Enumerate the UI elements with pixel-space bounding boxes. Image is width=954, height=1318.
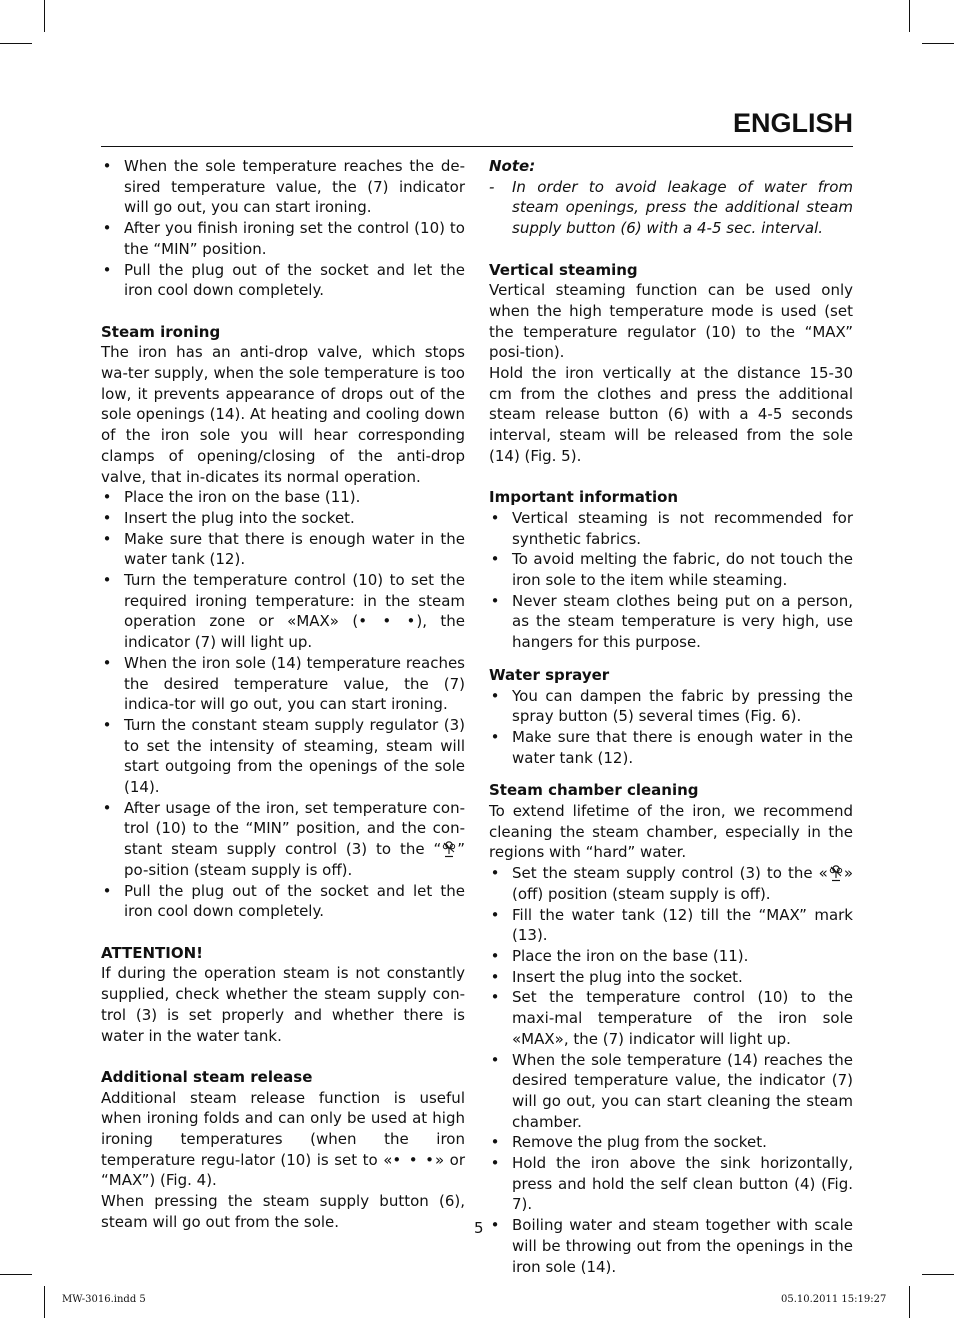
attention-paragraph: If during the operation steam is not constantly supplied, check whether the steam supply con-trol (3) is set properly and whether there is water in the water tank.	[101, 964, 465, 1045]
crop-mark	[909, 0, 910, 32]
list-item: • Hold the iron above the sink horizontally, press and hold the self clean button (4) (Fig. 7).	[490, 1154, 853, 1214]
footer-file-info: MW-3016.indd 5	[62, 1294, 146, 1305]
section-heading-steam-chamber-cleaning: Steam chamber cleaning	[489, 781, 699, 800]
steam-off-icon	[441, 840, 457, 858]
crop-mark	[44, 0, 45, 32]
section-heading-attention: ATTENTION!	[101, 943, 204, 962]
list-item: • After usage of the iron, set temperature con-trol (10) to the “MIN” position, and the con-stant steam supply control (3) to the “ ” po-sition (steam supply is off).	[102, 798, 465, 879]
bullet-icon: •	[490, 967, 500, 986]
list-item: • When the sole temperature (14) reaches the desired temperature value, the indicator (7) will go out, you can start cleaning the steam chamber.	[490, 1050, 853, 1131]
intro-bullet-list	[101, 156, 465, 301]
list-item: • Boiling water and steam together with scale will be throwing out from the openings in the iron sole (14).	[490, 1216, 853, 1276]
bullet-icon: •	[102, 571, 112, 590]
bullet-icon: •	[102, 157, 112, 175]
bullet-icon: •	[102, 508, 112, 527]
list-item: • You can dampen the fabric by pressing the spray button (5) several times (Fig. 6).	[490, 686, 853, 726]
crop-mark	[909, 1286, 910, 1318]
list-item: • Set the steam supply control (3) to the « » (off) position (steam supply is off).	[490, 864, 853, 903]
list-item: • Make sure that there is enough water in the water tank (12).	[490, 727, 853, 767]
section-heading-steam-ironing: Steam ironing	[101, 322, 221, 341]
left-column	[101, 156, 465, 1233]
cleaning-bullet-list	[489, 863, 853, 1277]
important-bullet-list	[489, 508, 853, 653]
list-item: • Pull the plug out of the socket and let the iron cool down completely.	[102, 260, 465, 300]
note-item: - In order to avoid leakage of water from steam openings, press the additional steam supply button (6) with a 4-5 sec. interval.	[489, 177, 853, 238]
section-heading-additional-steam: Additional steam release	[101, 1067, 313, 1086]
bullet-icon: •	[490, 1133, 500, 1152]
section-heading-important: Important information	[489, 488, 679, 507]
bullet-icon: •	[490, 988, 500, 1007]
list-item: • After you finish ironing set the control (10) to the “MIN” position.	[102, 219, 465, 258]
list-item: • Set the temperature control (10) to the maxi-mal temperature of the iron sole «MAX», the (7) indicator will light up.	[490, 988, 853, 1048]
list-item: • Turn the temperature control (10) to set the required ironing temperature: in the steam operation zone or «MAX» (• • •), the indicator (7) will light up.	[102, 571, 465, 652]
list-item: • Insert the plug into the socket.	[490, 967, 743, 986]
bullet-icon: •	[102, 653, 112, 672]
steam-zone-dots-icon: • • •	[392, 1150, 435, 1169]
bullet-icon: •	[102, 798, 112, 817]
bullet-icon: •	[102, 219, 112, 238]
bullet-icon: •	[490, 1216, 500, 1235]
list-item: • Insert the plug into the socket.	[102, 508, 355, 527]
steam-ironing-paragraph: The iron has an anti-drop valve, which stops wa-ter supply, when the sole temperature is too low, it prevents appearance of drops out of the sole openings (14). At heating and cooling down of the iron sole you will hear corresponding clamps of opening/closing of the anti-drop valve, that in-dicates its normal operation.	[101, 343, 465, 486]
section-heading-water-sprayer: Water sprayer	[489, 665, 610, 684]
section-heading-vertical-steaming: Vertical steaming	[489, 260, 638, 279]
list-item: • Turn the constant steam supply regulator (3) to set the intensity of steaming, steam will start outgoing from the openings of the sole (14).	[102, 715, 465, 797]
footer-timestamp: 05.10.2011 15:19:27	[781, 1294, 887, 1305]
crop-mark	[0, 1274, 32, 1275]
list-item: • Remove the plug from the socket.	[490, 1133, 767, 1152]
sprayer-bullet-list	[489, 686, 853, 769]
steam-zone-dots-icon: • • •	[358, 612, 417, 631]
note-title: Note:	[489, 157, 536, 175]
bullet-icon: •	[102, 529, 112, 548]
bullet-icon: •	[490, 550, 500, 569]
bullet-icon: •	[490, 864, 500, 883]
bullet-icon: •	[490, 1050, 500, 1069]
bullet-icon: •	[490, 905, 500, 924]
list-item: • When the sole temperature reaches the de-sired temperature value, the (7) indicator will go out, you can start ironing.	[102, 157, 465, 217]
list-item: • Make sure that there is enough water in the water tank (12).	[102, 529, 465, 569]
list-item: • Never steam clothes being put on a person, as the steam temperature is very high, use hangers for this purpose.	[490, 591, 853, 652]
list-item: • Fill the water tank (12) till the “MAX” mark (13).	[490, 905, 853, 945]
crop-mark	[44, 1286, 45, 1318]
list-item: • When the iron sole (14) temperature reaches the desired temperature value, the (7) indica-tor will go out, you can start ironing.	[102, 653, 465, 714]
bullet-icon: •	[490, 727, 500, 746]
cleaning-paragraph: To extend lifetime of the iron, we recommend cleaning the steam chamber, especially in the regions with “hard” water.	[489, 802, 853, 862]
bullet-icon: •	[490, 1154, 500, 1173]
additional-steam-paragraph: Additional steam release function is useful when ironing folds and can only be used at high ironing temperatures (when the iron temperature regu-lator (10) is set to «• • •» or “MAX”) (Fig. 4).	[101, 1088, 466, 1190]
bullet-icon: •	[490, 508, 500, 527]
right-column	[489, 156, 853, 1277]
bullet-icon: •	[102, 260, 112, 279]
list-item: • Vertical steaming is not recommended for synthetic fabrics.	[490, 508, 853, 548]
list-item: • Place the iron on the base (11).	[102, 488, 361, 507]
list-item: • Pull the plug out of the socket and let the iron cool down completely.	[102, 881, 465, 921]
bullet-icon: •	[102, 488, 112, 507]
list-item: • To avoid melting the fabric, do not touch the iron sole to the item while steaming.	[490, 550, 853, 590]
dash-icon: -	[489, 177, 495, 196]
bullet-icon: •	[490, 686, 500, 705]
header-divider	[101, 146, 853, 147]
crop-mark	[922, 1274, 954, 1275]
page-number: 5	[474, 1219, 484, 1237]
bullet-icon: •	[102, 881, 112, 900]
list-item: • Place the iron on the base (11).	[490, 946, 749, 965]
vertical-steaming-paragraph: Vertical steaming function can be used only when the high temperature mode is used (set the temperature regulator (10) to the “MAX” posi-tion).	[489, 281, 853, 362]
bullet-icon: •	[490, 591, 500, 610]
vertical-steaming-paragraph-2: Hold the iron vertically at the distance 15-30 cm from the clothes and press the additional steam release button (6) with a 4-5 seconds interval, steam will be released from the sole (14) (Fig. 5).	[489, 364, 853, 465]
steam-ironing-bullet-list	[101, 487, 465, 922]
crop-mark	[922, 43, 954, 44]
bullet-icon: •	[490, 946, 500, 965]
bullet-icon: •	[102, 715, 112, 734]
page-language-title: ENGLISH	[732, 108, 853, 138]
steam-off-icon	[828, 864, 844, 882]
crop-mark	[0, 43, 32, 44]
additional-steam-paragraph-2: When pressing the steam supply button (6), steam will go out from the sole.	[101, 1192, 465, 1231]
